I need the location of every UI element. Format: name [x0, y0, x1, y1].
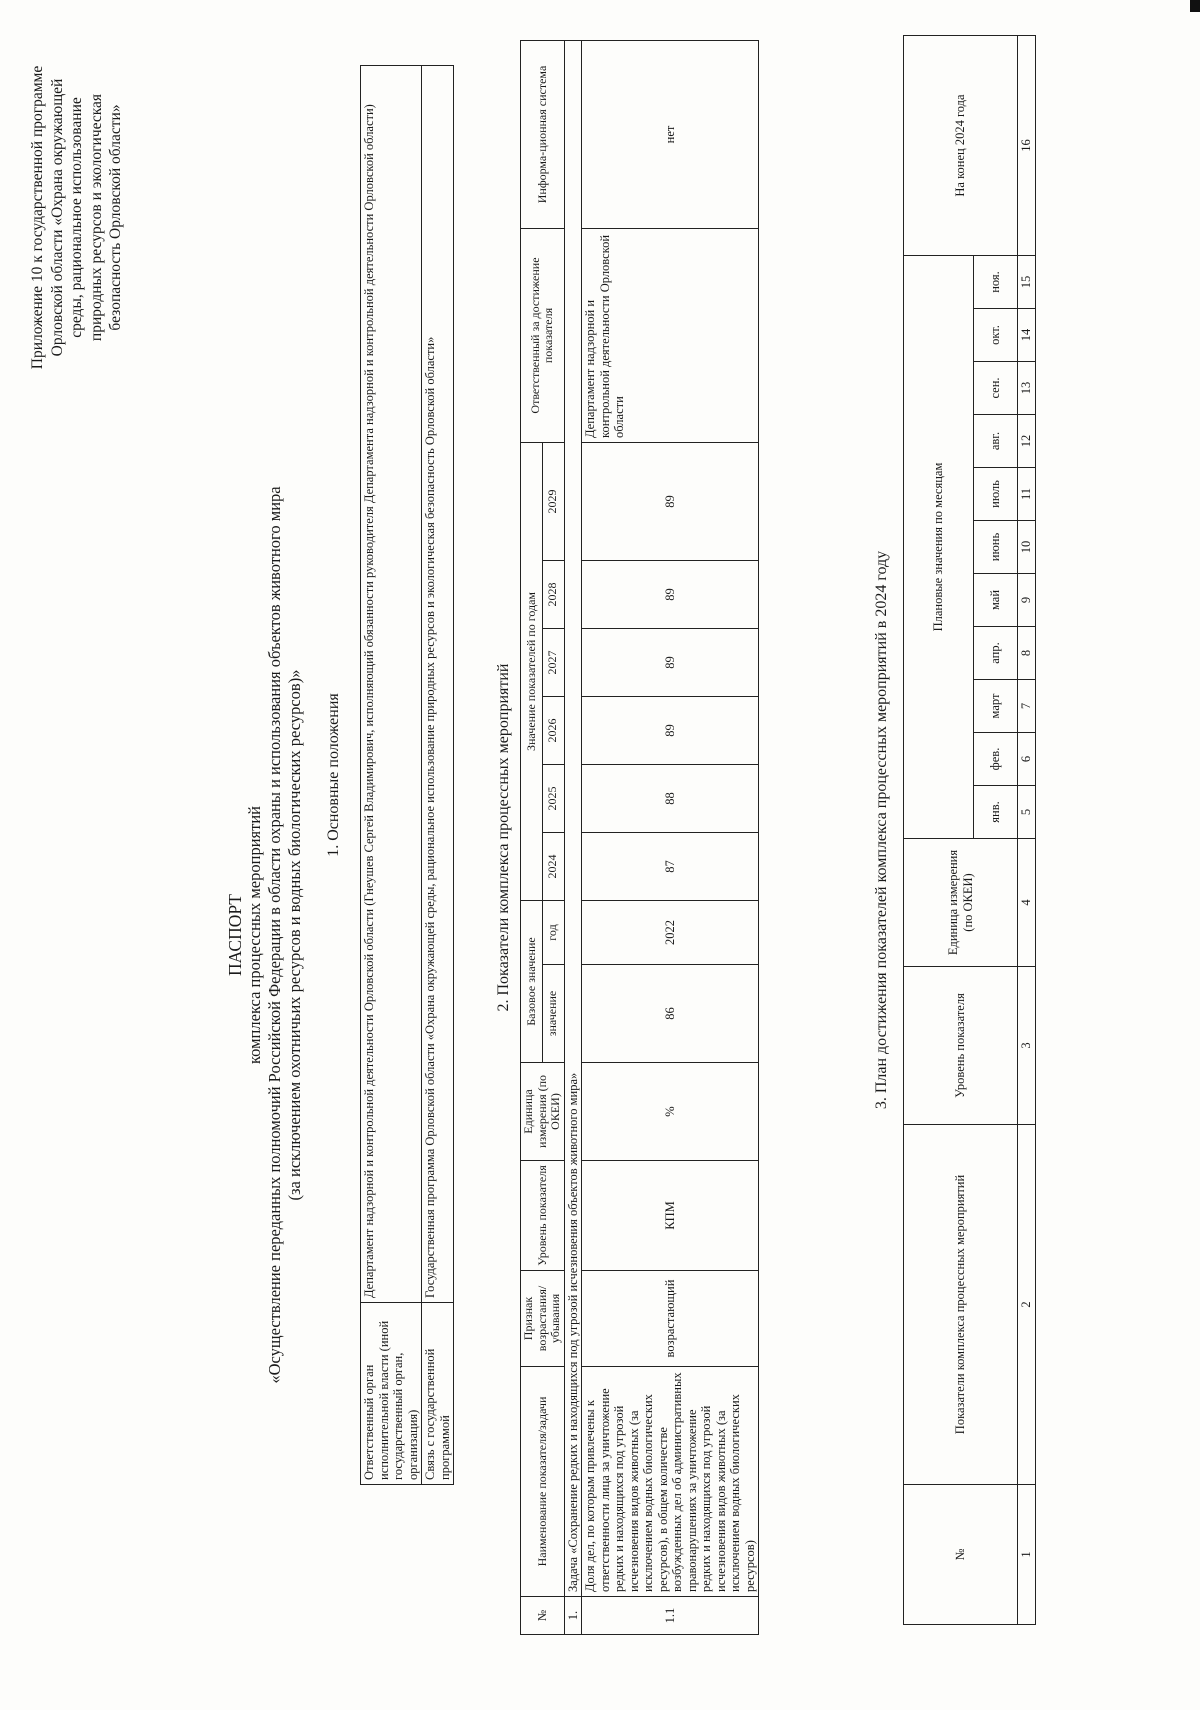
main-provisions-table: [360, 65, 454, 1485]
task-num: 1.: [564, 1597, 582, 1635]
col-level: Уровень показателя: [904, 967, 1018, 1125]
col-year: 2029: [542, 443, 564, 561]
appendix-line: природных ресурсов и экологическая: [87, 93, 105, 342]
indicator-level: КПМ: [582, 1161, 759, 1271]
indicator-base-year: 2022: [582, 901, 759, 965]
column-number: 5: [1018, 786, 1036, 839]
col-year: 2028: [542, 561, 564, 629]
section1-title: 1. Основные положения: [325, 693, 342, 857]
col-infosys: Информа-ционная система: [521, 41, 565, 229]
indicator-name: Доля дел, по которым привлечены к ответственности лица за уничтожение редких и находящихся под угрозой исчезновения видов животных (за исключением водных биологических ресурсов), в общем количестве возбужденных дел об административных правонарушениях за уничтожение редких и находящихся под угрозой исчезновения видов животных (за исключением водных биологических ресурсов): [582, 1367, 759, 1597]
col-unit: Единица измерения (по ОКЕИ): [521, 1063, 565, 1161]
indicator-infosys: нет: [582, 41, 759, 229]
indicator-num: 1.1: [582, 1597, 759, 1635]
indicator-year-value: 89: [582, 697, 759, 765]
complex-name-line2: (за исключением охотничьих ресурсов и водных биологических ресурсов)»: [285, 669, 304, 1201]
passport-subtitle: комплекса процессных мероприятий: [245, 806, 264, 1064]
col-unit: Единица измерения (по ОКЕИ): [904, 839, 1018, 967]
col-name: Наименование показателя/задачи: [521, 1367, 565, 1597]
col-month: янв.: [974, 786, 1018, 839]
col-month: июнь: [974, 521, 1018, 574]
appendix-line: Приложение 10 к государственной программе: [29, 65, 46, 370]
indicator-year-value: 89: [582, 443, 759, 561]
plan-table: [903, 35, 1036, 1625]
table-header-row: [521, 41, 543, 1635]
appendix-line: среды, рациональное использование: [68, 97, 85, 338]
task-text: Задача «Сохранение редких и находящихся под угрозой исчезновения объектов животного мира»: [564, 41, 582, 1597]
indicator-unit: %: [582, 1063, 759, 1161]
passport-heading: ПАСПОРТ: [225, 894, 245, 976]
complex-name-line1: «Осуществление переданных полномочий Российской Федерации в области охраны и использования объектов животного мира: [265, 486, 284, 1384]
col-sign: Признак возрастания/ убывания: [521, 1271, 565, 1367]
column-number: 7: [1018, 680, 1036, 733]
appendix-line: безопасность Орловской области»: [107, 104, 124, 331]
col-name: Показатели комплекса процессных мероприятий: [904, 1125, 1018, 1485]
provision-value: Департамент надзорной и контрольной деятельности Орловской области (Гнеушев Сергей Владимирович, исполняющий обязанности руководителя Департамента надзорной и контрольной деятельности Орловской области): [361, 66, 422, 1303]
column-number: 12: [1018, 415, 1036, 468]
indicator-year-value: 87: [582, 833, 759, 901]
col-month: окт.: [974, 309, 1018, 362]
provision-label: Связь с государственной программой: [422, 1303, 454, 1485]
column-number: 13: [1018, 362, 1036, 415]
table-row: [361, 66, 422, 1485]
col-month: июль: [974, 468, 1018, 521]
col-level: Уровень показателя: [521, 1161, 565, 1271]
column-number: 8: [1018, 627, 1036, 680]
indicator-year-value: 89: [582, 561, 759, 629]
col-year: 2027: [542, 629, 564, 697]
col-base: Базовое значение: [521, 901, 543, 1063]
column-number: 15: [1018, 256, 1036, 309]
column-number: 10: [1018, 521, 1036, 574]
col-year: 2026: [542, 697, 564, 765]
col-month: фев.: [974, 733, 1018, 786]
col-year: 2024: [542, 833, 564, 901]
column-number: 6: [1018, 733, 1036, 786]
col-month: ноя.: [974, 256, 1018, 309]
provision-value: Государственная программа Орловской области «Охрана окружающей среды, рациональное использование природных ресурсов и экологическая безопасность Орловской области»: [422, 66, 454, 1303]
col-month: авг.: [974, 415, 1018, 468]
column-number: 11: [1018, 468, 1036, 521]
column-number: 3: [1018, 967, 1036, 1125]
table-header-row: [904, 36, 974, 1625]
column-number: 2: [1018, 1125, 1036, 1485]
col-month: май: [974, 574, 1018, 627]
col-base-value: значение: [542, 965, 564, 1063]
task-row: [564, 41, 582, 1635]
col-responsible: Ответственный за достижение показателя: [521, 229, 565, 443]
col-month: март: [974, 680, 1018, 733]
indicator-year-value: 88: [582, 765, 759, 833]
col-month: апр.: [974, 627, 1018, 680]
table-row: [422, 66, 454, 1485]
indicators-table: [520, 40, 759, 1635]
col-month: сен.: [974, 362, 1018, 415]
column-number: 14: [1018, 309, 1036, 362]
column-number: 9: [1018, 574, 1036, 627]
column-number: 4: [1018, 839, 1036, 967]
section3-title: 3. План достижения показателей комплекса процессных мероприятий в 2024 году: [873, 550, 890, 1110]
appendix-note: [28, 45, 126, 390]
indicator-responsible: Департамент надзорной и контрольной деятельности Орловской области: [582, 229, 759, 443]
indicator-base-value: 86: [582, 965, 759, 1063]
table-row: [582, 41, 759, 1635]
col-year: 2025: [542, 765, 564, 833]
col-num: №: [521, 1597, 565, 1635]
column-number: 1: [1018, 1485, 1036, 1625]
appendix-line: Орловской области «Охрана окружающей: [48, 78, 66, 357]
col-end-of-year: На конец 2024 года: [904, 36, 1018, 256]
column-numbering-row: [1018, 36, 1036, 1625]
col-months-group: Плановые значения по месяцам: [904, 256, 974, 839]
indicator-sign: возрастающий: [582, 1271, 759, 1367]
section2-title: 2. Показатели комплекса процессных мероприятий: [495, 663, 512, 1012]
document-title: [225, 415, 305, 1455]
indicator-year-value: 89: [582, 629, 759, 697]
provision-label: Ответственный орган исполнительной власти (иной государственный орган, организация): [361, 1303, 422, 1485]
column-number: 16: [1018, 36, 1036, 256]
col-num: №: [904, 1485, 1018, 1625]
col-years-group: Значение показателей по годам: [521, 443, 543, 901]
col-base-year: год: [542, 901, 564, 965]
